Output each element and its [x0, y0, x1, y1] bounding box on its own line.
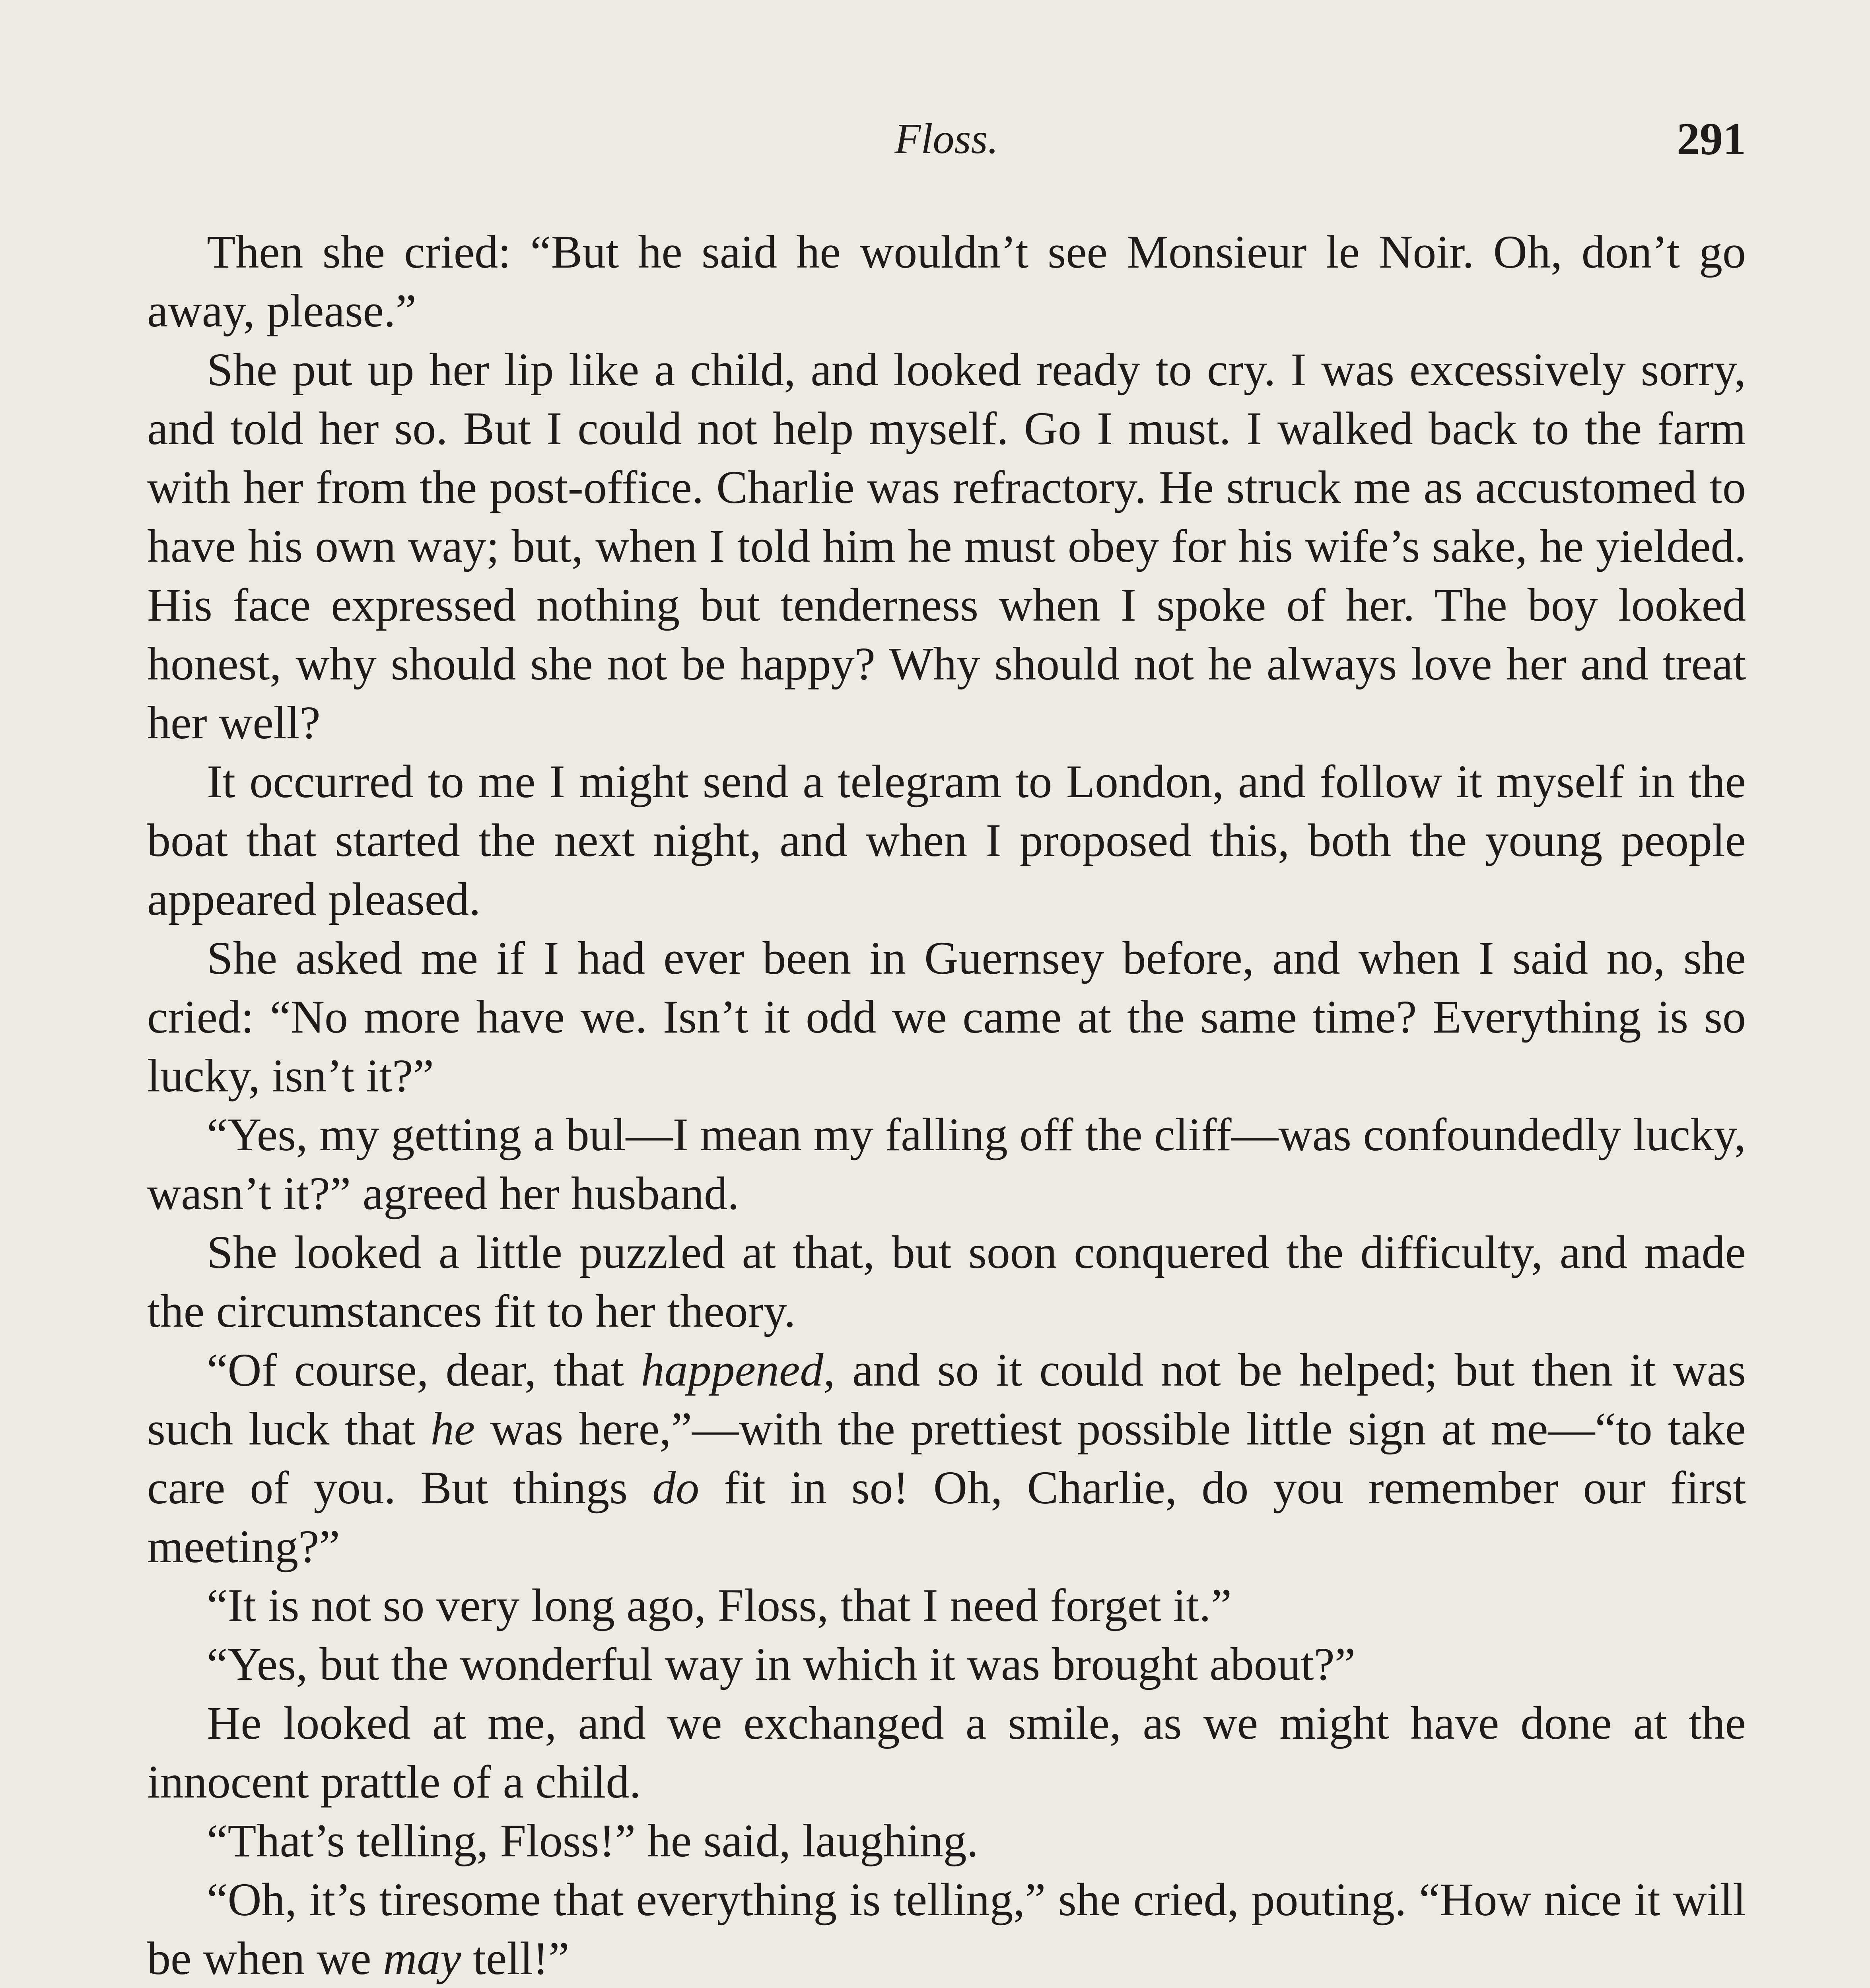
italic-text: may: [383, 1932, 461, 1984]
paragraph: [147, 1105, 1746, 1223]
paragraph: [147, 1635, 1746, 1694]
running-title: Floss.: [894, 115, 999, 163]
paragraph: [147, 1811, 1746, 1870]
paragraph-text: “Yes, but the wonderful way in which it was brought about?”: [207, 1638, 1356, 1690]
paragraph: [147, 340, 1746, 752]
paragraph-text: “That’s telling, Floss!” he said, laughing.: [207, 1815, 979, 1867]
paragraph-text: “Yes, my getting a bul—I mean my falling off the cliff—was confoundedly lucky, wasn’t it?” agreed her husband.: [147, 1109, 1746, 1219]
italic-text: happened: [641, 1344, 824, 1396]
paragraph-text: “Of course, dear, that: [207, 1344, 641, 1396]
paragraph-text: fit in so! Oh, Charlie, do you remember our first meeting?”: [147, 1462, 1746, 1573]
paragraph-text: tell!”: [461, 1932, 570, 1984]
paragraph-text: Then she cried: “But he said he wouldn’t see Monsieur le Noir. Oh, don’t go away, please.”: [147, 226, 1746, 337]
paragraph-text: , and so it could not be helped; but then it was such luck that: [147, 1344, 1746, 1455]
paragraph-text: She put up her lip like a child, and looked ready to cry. I was excessively sorry, and told her so. But I could not help myself. Go I must. I walked back to the farm with her from the post-office. Charlie was refractory. He struck me as accustomed to have his own way; but, when I told him he must obey for his wife’s sake, he yielded. His face expressed nothing but tenderness when I spoke of her. The boy looked honest, why should she not be happy? Why should not he always love her and treat her well?: [147, 344, 1746, 749]
paragraph-text: She looked a little puzzled at that, but soon conquered the difficulty, and made the circumstances fit to her theory.: [147, 1226, 1746, 1337]
paragraph: [147, 223, 1746, 340]
paragraph-text: “It is not so very long ago, Floss, that I need forget it.”: [207, 1579, 1232, 1631]
paragraph-text: He looked at me, and we exchanged a smile, as we might have done at the innocent prattle of a child.: [147, 1697, 1746, 1808]
paragraph: [147, 929, 1746, 1105]
paragraph-text: “Oh, it’s tiresome that everything is telling,” she cried, pouting. “How nice it will be when we: [147, 1873, 1746, 1984]
body-text: [147, 223, 1746, 1988]
paragraph: [147, 1223, 1746, 1341]
page-header: [147, 111, 1746, 175]
paragraph-text: She asked me if I had ever been in Guernsey before, and when I said no, she cried: “No more have we. Isn’t it odd we came at the same time? Everything is so lucky, isn’t it?”: [147, 932, 1746, 1102]
italic-text: he: [430, 1403, 475, 1455]
paragraph-text: was here,”—with the prettiest possible little sign at me—“to take care of you. But things: [147, 1403, 1746, 1514]
paragraph: [147, 1341, 1746, 1576]
paragraph: [147, 752, 1746, 929]
page-number: 291: [1677, 114, 1746, 165]
italic-text: do: [652, 1462, 700, 1514]
paragraph: [147, 1694, 1746, 1811]
paragraph: [147, 1576, 1746, 1635]
paragraph: [147, 1870, 1746, 1988]
paragraph-text: It occurred to me I might send a telegram to London, and follow it myself in the boat that started the next night, and when I proposed this, both the young people appeared pleased.: [147, 755, 1746, 925]
